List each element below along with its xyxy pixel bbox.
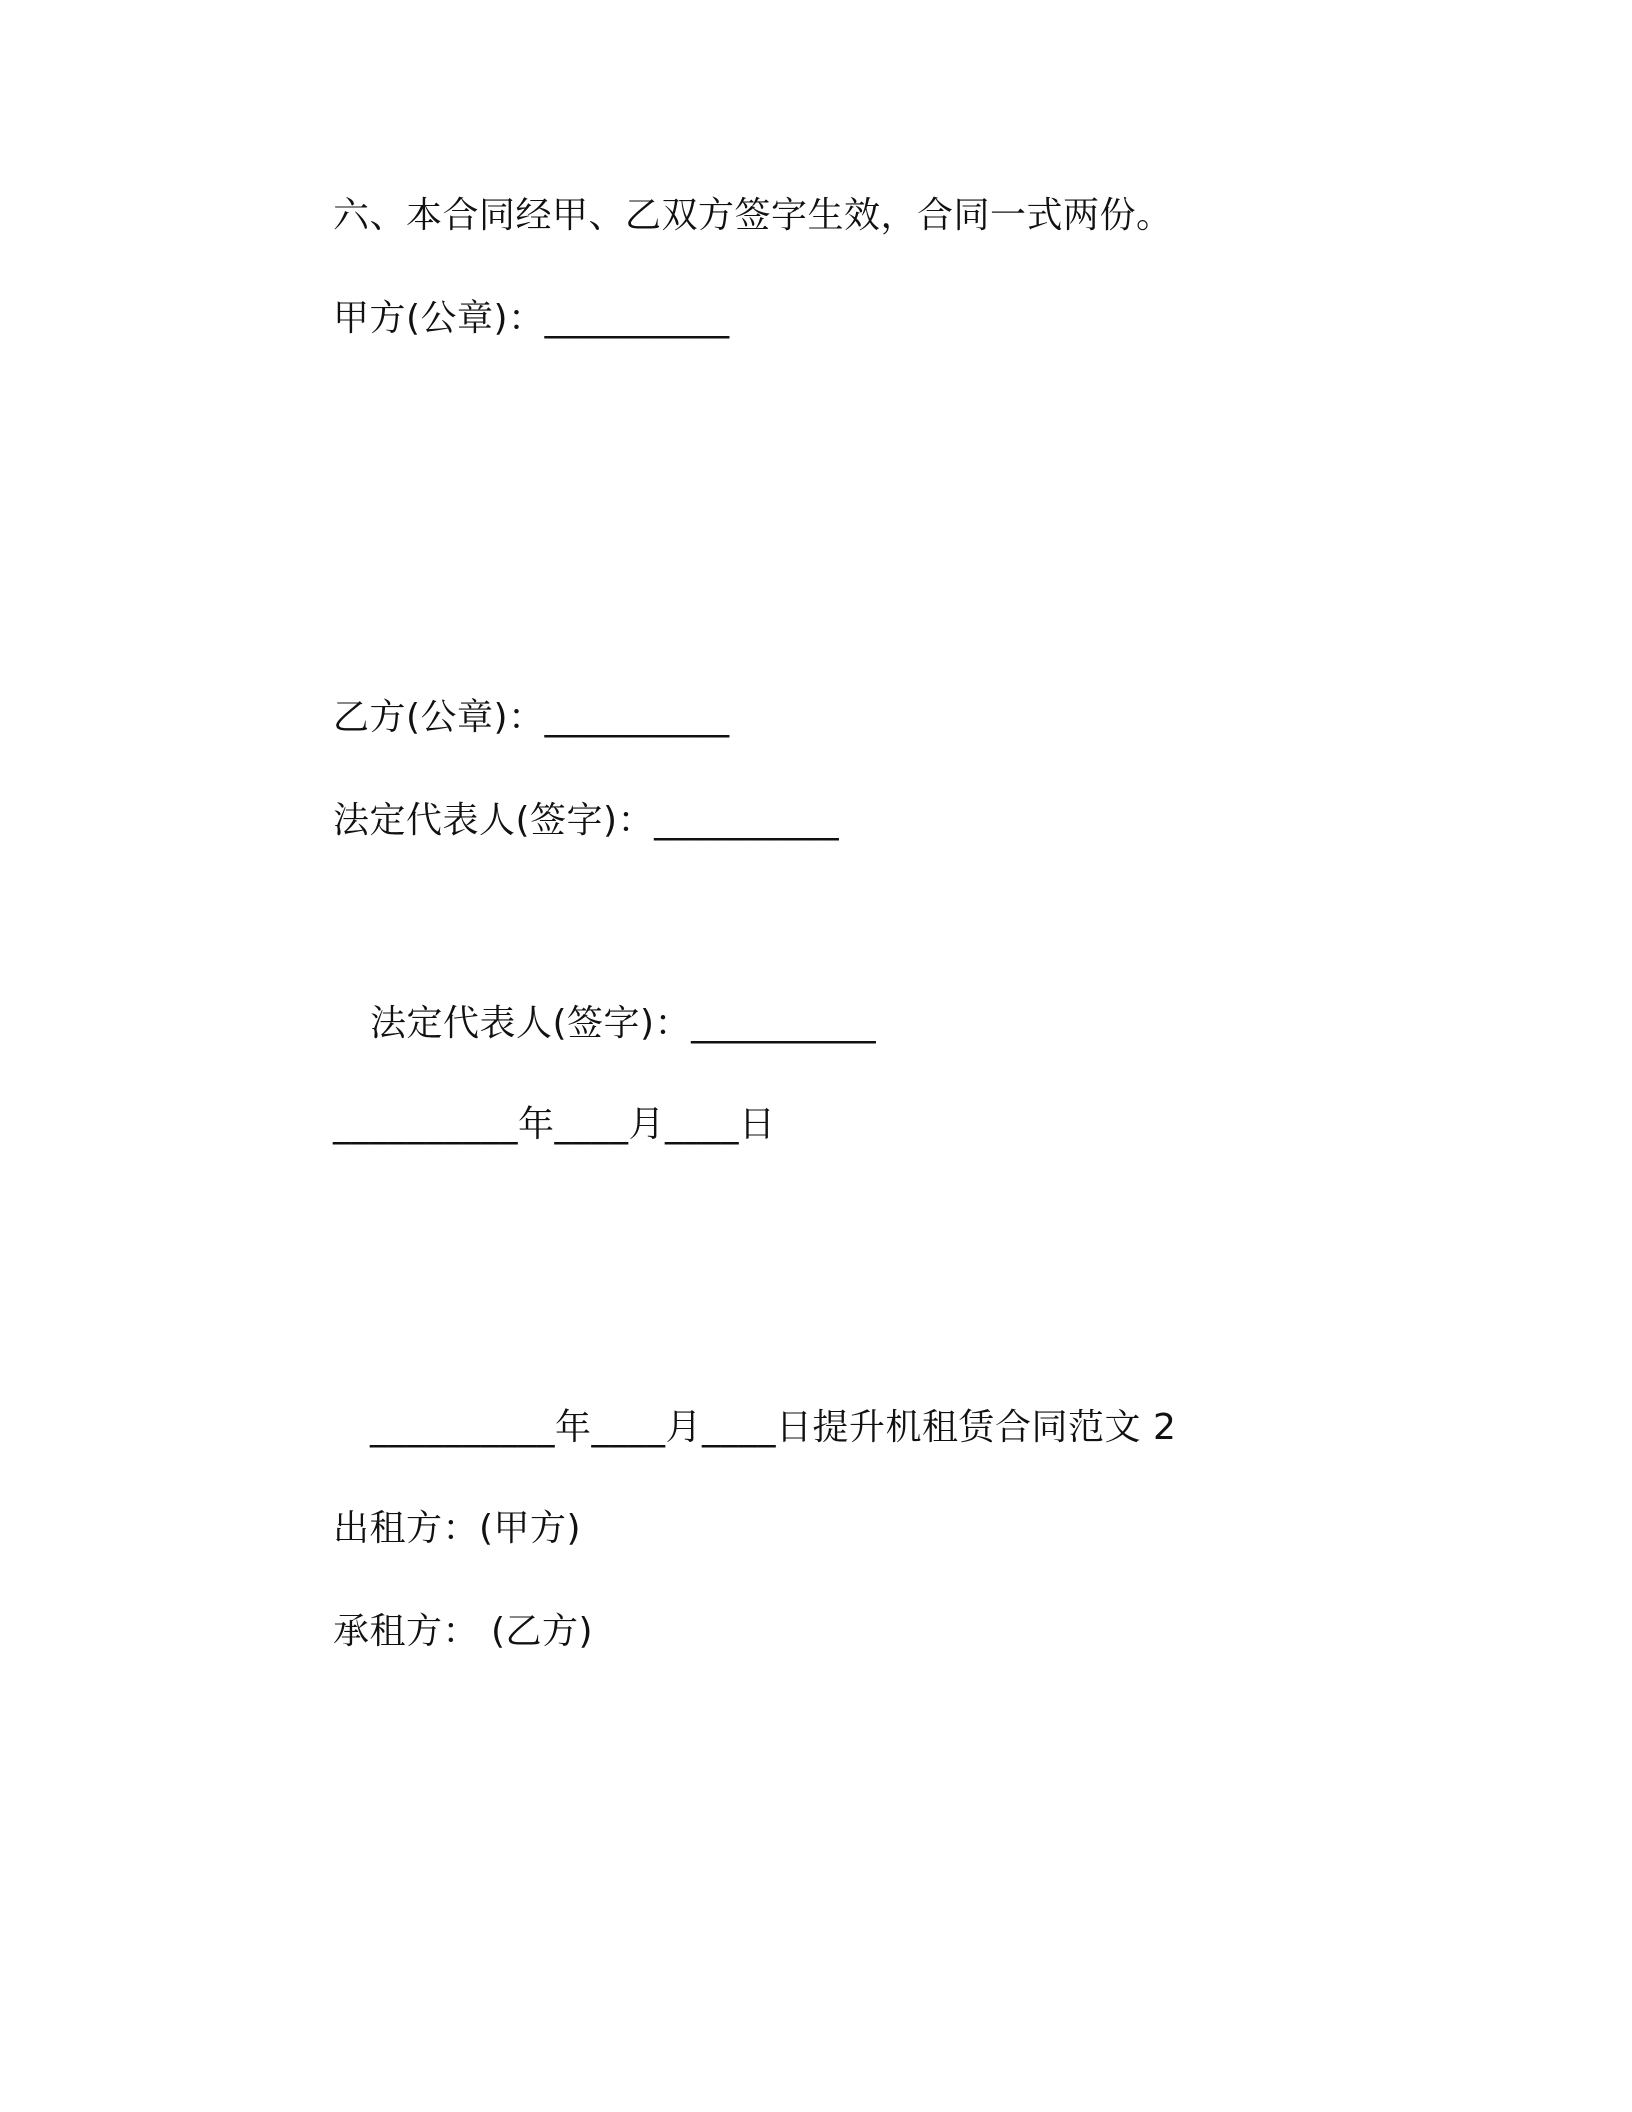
date-line-with-heading: __________年____月____日提升机租赁合同范文 2 bbox=[370, 1407, 1177, 1448]
lessee-line: 承租方： (乙方) bbox=[333, 1611, 594, 1652]
party-a-seal-line: 甲方(公章)：__________ bbox=[333, 298, 730, 339]
legal-representative-signature-line-indented: 法定代表人(签字)：__________ bbox=[370, 1003, 877, 1044]
date-line: __________年____月____日 bbox=[333, 1104, 776, 1145]
lessor-line: 出租方：(甲方) bbox=[333, 1508, 582, 1549]
clause-six-text: 六、本合同经甲、乙双方签字生效，合同一式两份。 bbox=[333, 195, 1173, 236]
party-b-seal-line: 乙方(公章)：__________ bbox=[333, 697, 730, 738]
legal-representative-signature-line: 法定代表人(签字)：__________ bbox=[333, 800, 840, 841]
